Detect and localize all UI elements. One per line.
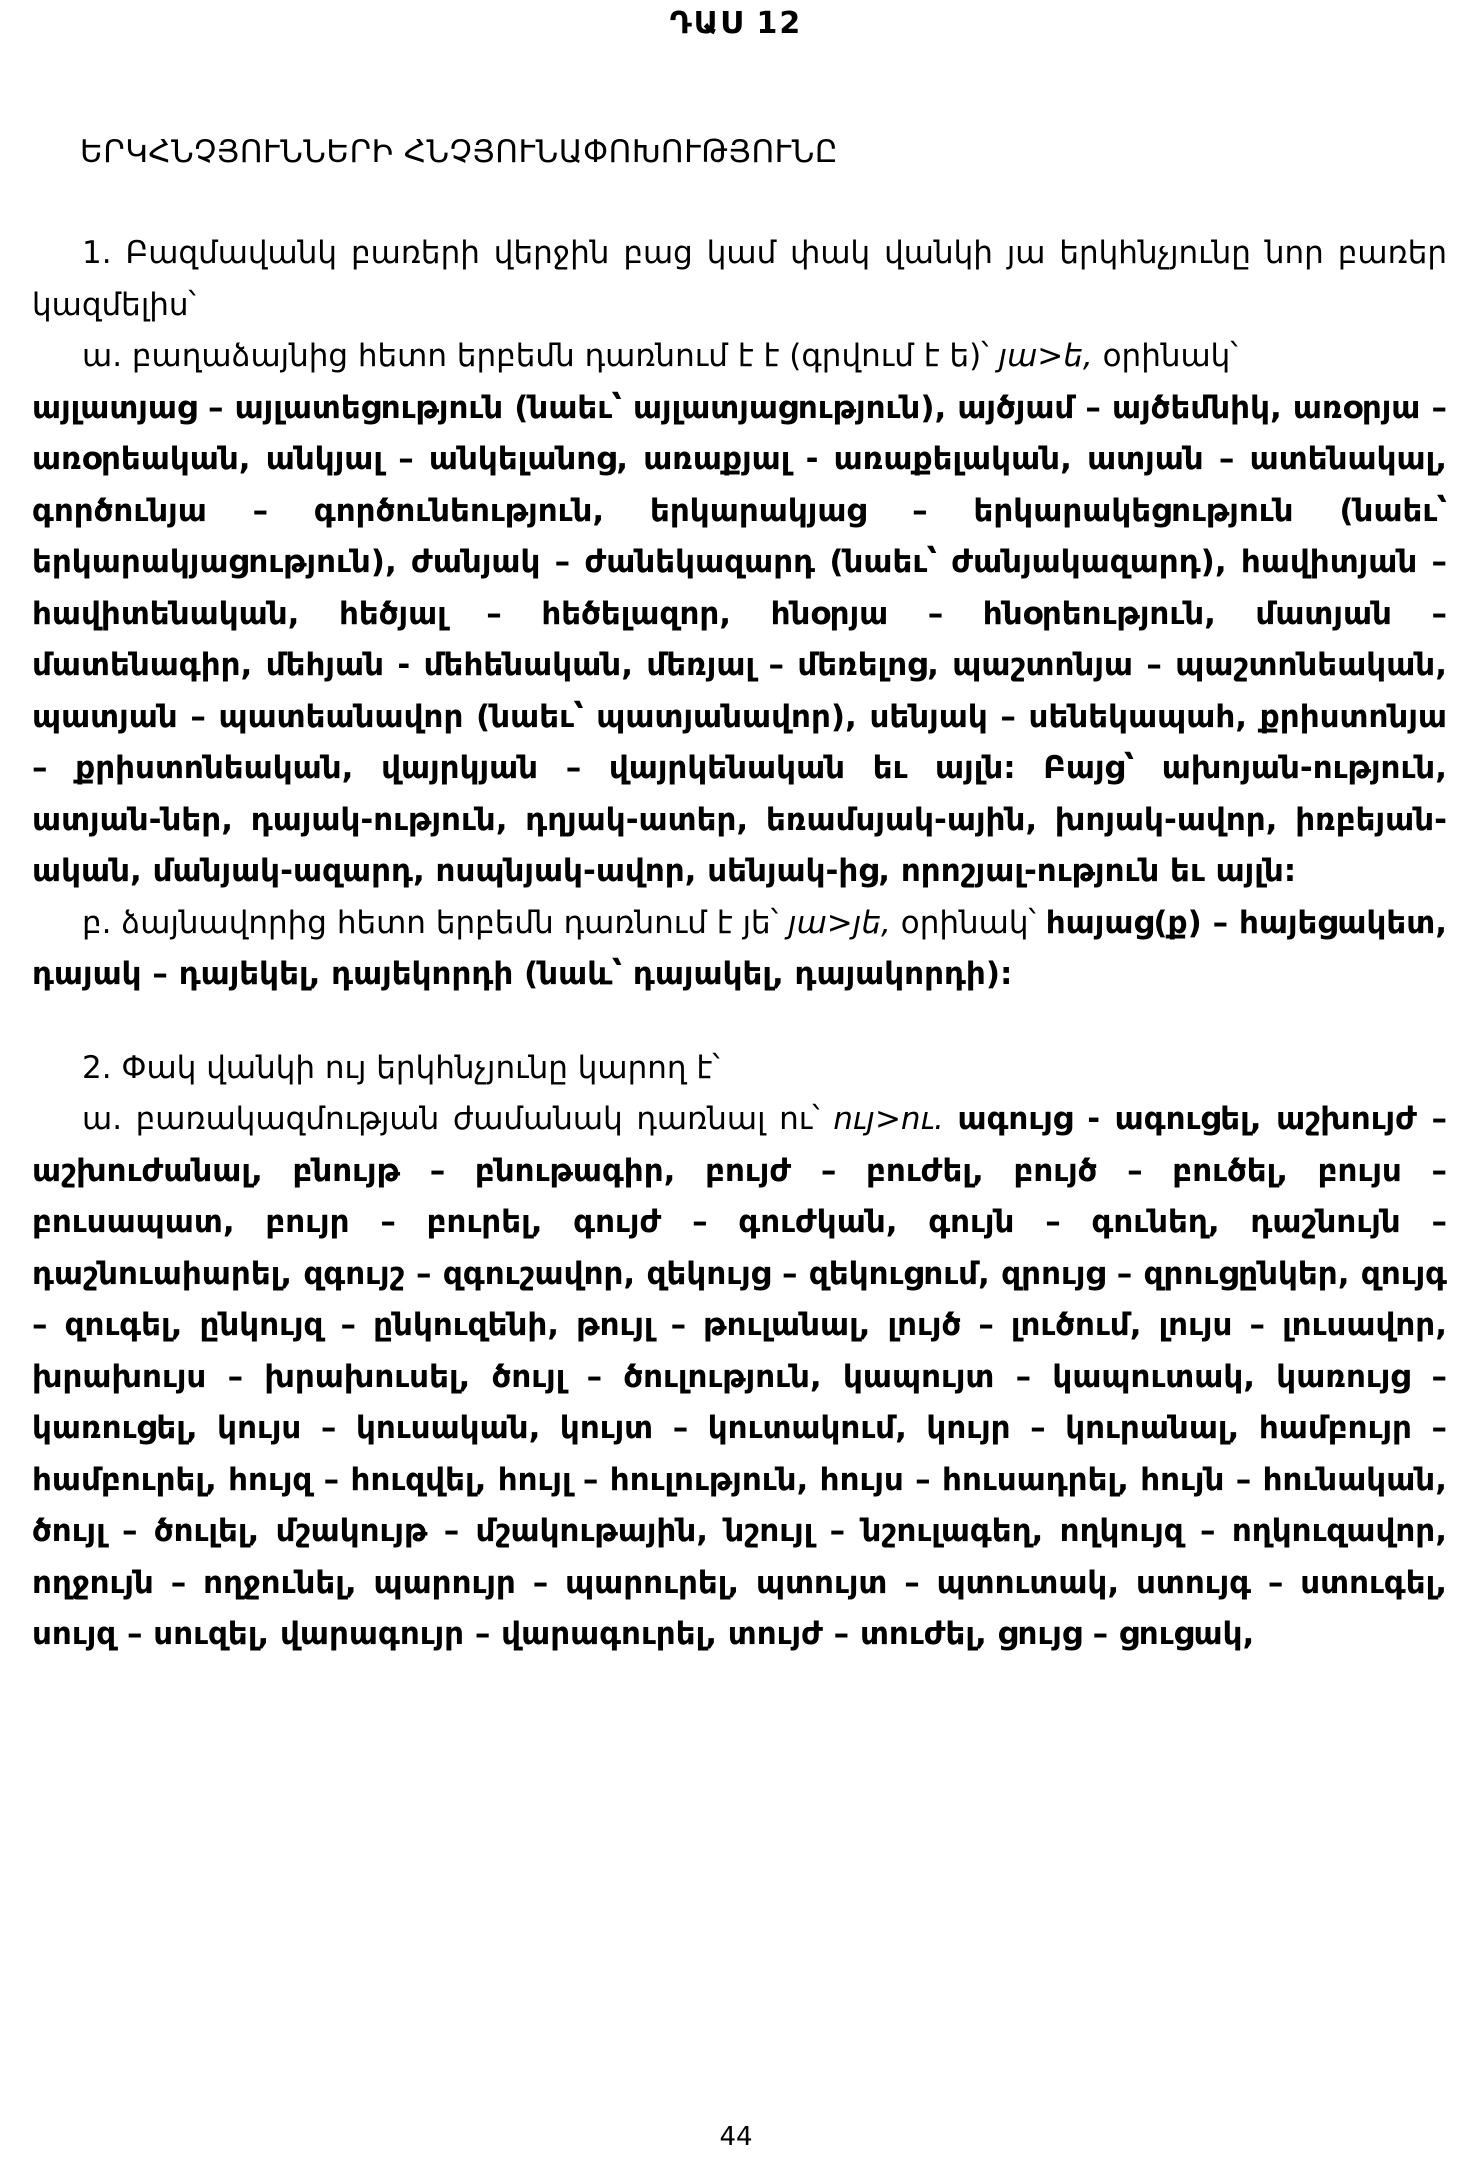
rule-2a-formula: ույ>ու.: [833, 1101, 944, 1137]
rule-1a-formula: յա>ե,: [998, 338, 1093, 374]
body-text: [32, 228, 1447, 1661]
section-heading: ԵՐԿՀՆՉՅՈՒՆՆԵՐԻ ՀՆՉՅՈՒՆԱՓՈԽՈՒԹՅՈՒՆԸ: [80, 134, 839, 170]
rule-1b-examples: հայաց(ք) – հայեցակետ, դայակ – դայեկել, դայեկորդի (նաև՝ դայակել, դայակորդի):: [32, 904, 1448, 992]
rule-1b-paragraph: [32, 898, 1447, 1001]
rule-1a-example-label: օրինակ՝: [1102, 338, 1238, 374]
rule-1b-example-label: օրինակ՝: [900, 904, 1036, 941]
page-number: 44: [719, 2122, 753, 2152]
rule-2-intro: 2. Փակ վանկի ույ երկհնչյունը կարող է՝: [82, 1049, 720, 1086]
rule-2a-label: ա. բառակազմության ժամանակ դառնալ ու՝: [82, 1101, 820, 1137]
rule-2a-examples: ագույց - ագուցել, աշխույժ – աշխուժանալ, բնույթ – բնութագիր, բույժ – բուժել, բույծ – բուծել, բույս – բուսապատ, բույր – բուրել, գույժ – գուժկան, գույն – գունեղ, դաշնույն – դաշնուաիարել, զգույշ – զգուշավոր, զեկույց – զեկուցում, զրույց – զրուցընկեր, զույգ – զուգել, ընկույզ – ընկուզենի, թույլ – թուլանալ, լույծ – լուծում, լույս – լուսավոր, խրախույս – խրախուսել, ծույլ – ծուլություն, կապույտ – կապուտակ, կառույց – կառուցել, կույս – կուսական, կույտ – կուտակում, կույր – կուրանալ, համբույր – համբուրել, հույզ – հուզվել, հույլ – հուլություն, հույս – հուսադրել, հույն – հունական, ծույլ – ծուլել, մշակույթ – մշակութային, նշույլ – նշուլագեղ, ողկույզ – ողկուզավոր, ողջույն – ողջունել, պարույր – պարուրել, պտույտ – պտուտակ, ստույգ – ստուգել, սույզ – սուզել, վարագույր – վարագուրել, տույժ – տուժել, ցույց – ցուցակ,: [32, 1101, 1447, 1652]
rule-1a-label: ա. բաղաձայնից հետո երբեմն դառնում է է (գրվում է ե)՝: [82, 338, 989, 374]
rule-1b-formula: յա>յե,: [787, 904, 891, 941]
rule-1a-examples: այլատյաց – այլատեցություն (նաեւ՝ այլատյացություն), այծյամ – այծեմնիկ, առօրյա – առօրեական, անկյալ – անկելանոց, առաքյալ - առաքելական, ատյան – ատենակալ, գործունյա – գործունեություն, երկարակյաց – երկարակեցություն (նաեւ՝ երկարակյացություն), ժանյակ – ժանեկազարդ (նաեւ՝ ժանյակազարդ), հավիտյան – հավիտենական, հեծյալ – հեծելազոր, հնօրյա – հնօրեություն, մատյան – մատենագիր, մեհյան - մեհենական, մեռյալ – մեռելոց, պաշտոնյա – պաշտոնեական, պատյան – պատեանավոր (նաեւ՝ պատյանավոր), սենյակ – սենեկապահ, քրիստոնյա – քրիստոնեական, վայրկյան – վայրկենական եւ այլն: Բայց՝ ախոյան-ություն, ատյան-ներ, դայակ-ություն, դղյակ-ատեր, եռամսյակ-ային, խոյակ-ավոր, իռբեյան-ական, մանյակ-ազարդ, ոսպնյակ-ավոր, սենյակ-ից, որոշյալ-ություն եւ այլն:: [32, 389, 1447, 889]
rule-1-intro: 1. Բազմավանկ բառերի վերջին բաց կամ փակ վանկի յա երկհնչյունը նոր բառեր կազմելիս՝: [32, 235, 1447, 323]
rule-2a-paragraph: [32, 1094, 1447, 1661]
rule-1b-label: բ. ձայնավորից հետո երբեմն դառնում է յե՝: [82, 904, 779, 941]
rule-1a-statement: [32, 331, 1447, 383]
lesson-label: ԴԱՍ 12: [669, 6, 803, 41]
